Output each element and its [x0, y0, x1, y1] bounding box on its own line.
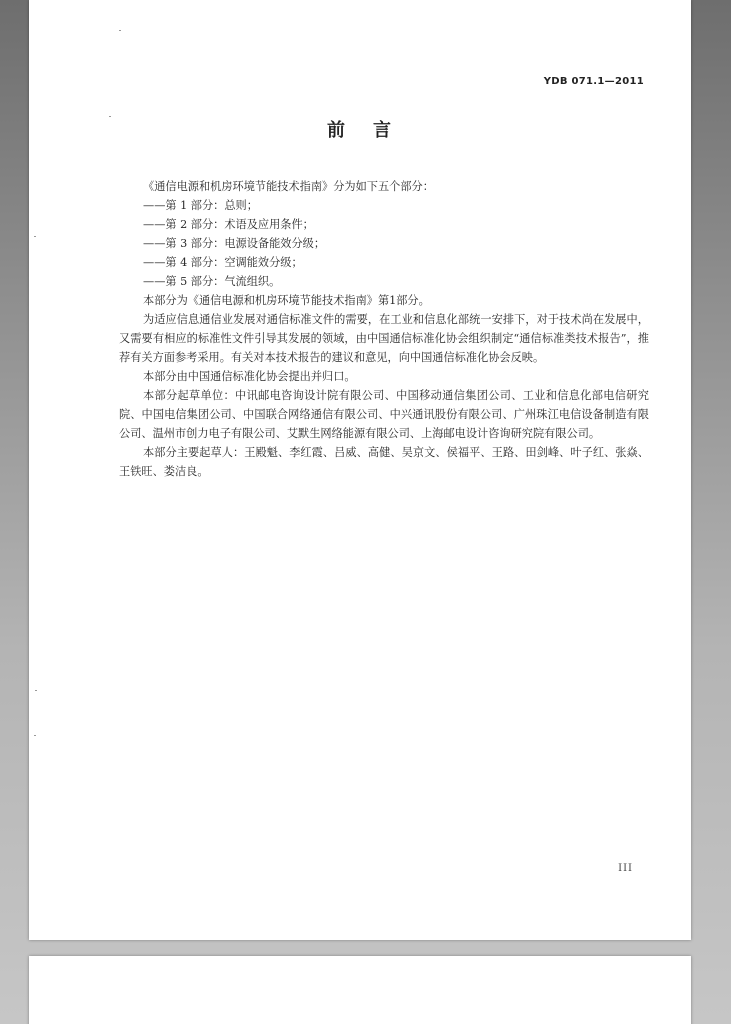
- list-item-part-2: ——第 2 部分：术语及应用条件；: [143, 218, 314, 231]
- scan-speck: [34, 735, 36, 736]
- page-number: III: [618, 863, 633, 874]
- scan-speck: [119, 30, 121, 31]
- scan-speck: [35, 690, 37, 691]
- page-title: [29, 116, 691, 142]
- foreword-body: [119, 177, 649, 481]
- intro-paragraph: 《通信电源和机房环境节能技术指南》分为如下五个部分：: [143, 180, 434, 193]
- scope-paragraph: 本部分为《通信电源和机房环境节能技术指南》第1部分。: [143, 294, 430, 307]
- proposer-paragraph: 本部分由中国通信标准化协会提出并归口。: [143, 370, 356, 383]
- next-page: [29, 956, 691, 1024]
- title-char-2: 言: [373, 120, 393, 141]
- list-item-part-4: ——第 4 部分：空调能效分级；: [143, 256, 303, 269]
- drafters-paragraph: 本部分主要起草人：王殿魁、李红霞、吕威、高健、吴京文、侯福平、王路、田剑峰、叶子红、张焱、王铁旺、娄洁良。: [119, 446, 649, 478]
- scan-speck: [34, 236, 36, 237]
- document-page: [29, 0, 691, 940]
- list-item-part-1: ——第 1 部分：总则；: [143, 199, 258, 212]
- scan-speck: [109, 116, 111, 117]
- list-item-part-5: ——第 5 部分：气流组织。: [143, 275, 281, 288]
- document-code: YDB 071.1—2011: [543, 76, 644, 87]
- background-paragraph: 为适应信息通信业发展对通信标准文件的需要，在工业和信息化部统一安排下，对于技术尚在发展中，又需要有相应的标准性文件引导其发展的领域，由中国通信标准化协会组织制定“通信标准类技术报告”，推荐有关方面参考采用。有关对本技术报告的建议和意见，向中国通信标准化协会反映。: [119, 313, 649, 364]
- drafting-units-paragraph: 本部分起草单位：中讯邮电咨询设计院有限公司、中国移动通信集团公司、工业和信息化部电信研究院、中国电信集团公司、中国联合网络通信有限公司、中兴通讯股份有限公司、广州珠江电信设备制造有限公司、温州市创力电子有限公司、艾默生网络能源有限公司、上海邮电设计咨询研究院有限公司。: [119, 389, 649, 440]
- title-char-1: 前: [327, 120, 347, 141]
- list-item-part-3: ——第 3 部分：电源设备能效分级；: [143, 237, 326, 250]
